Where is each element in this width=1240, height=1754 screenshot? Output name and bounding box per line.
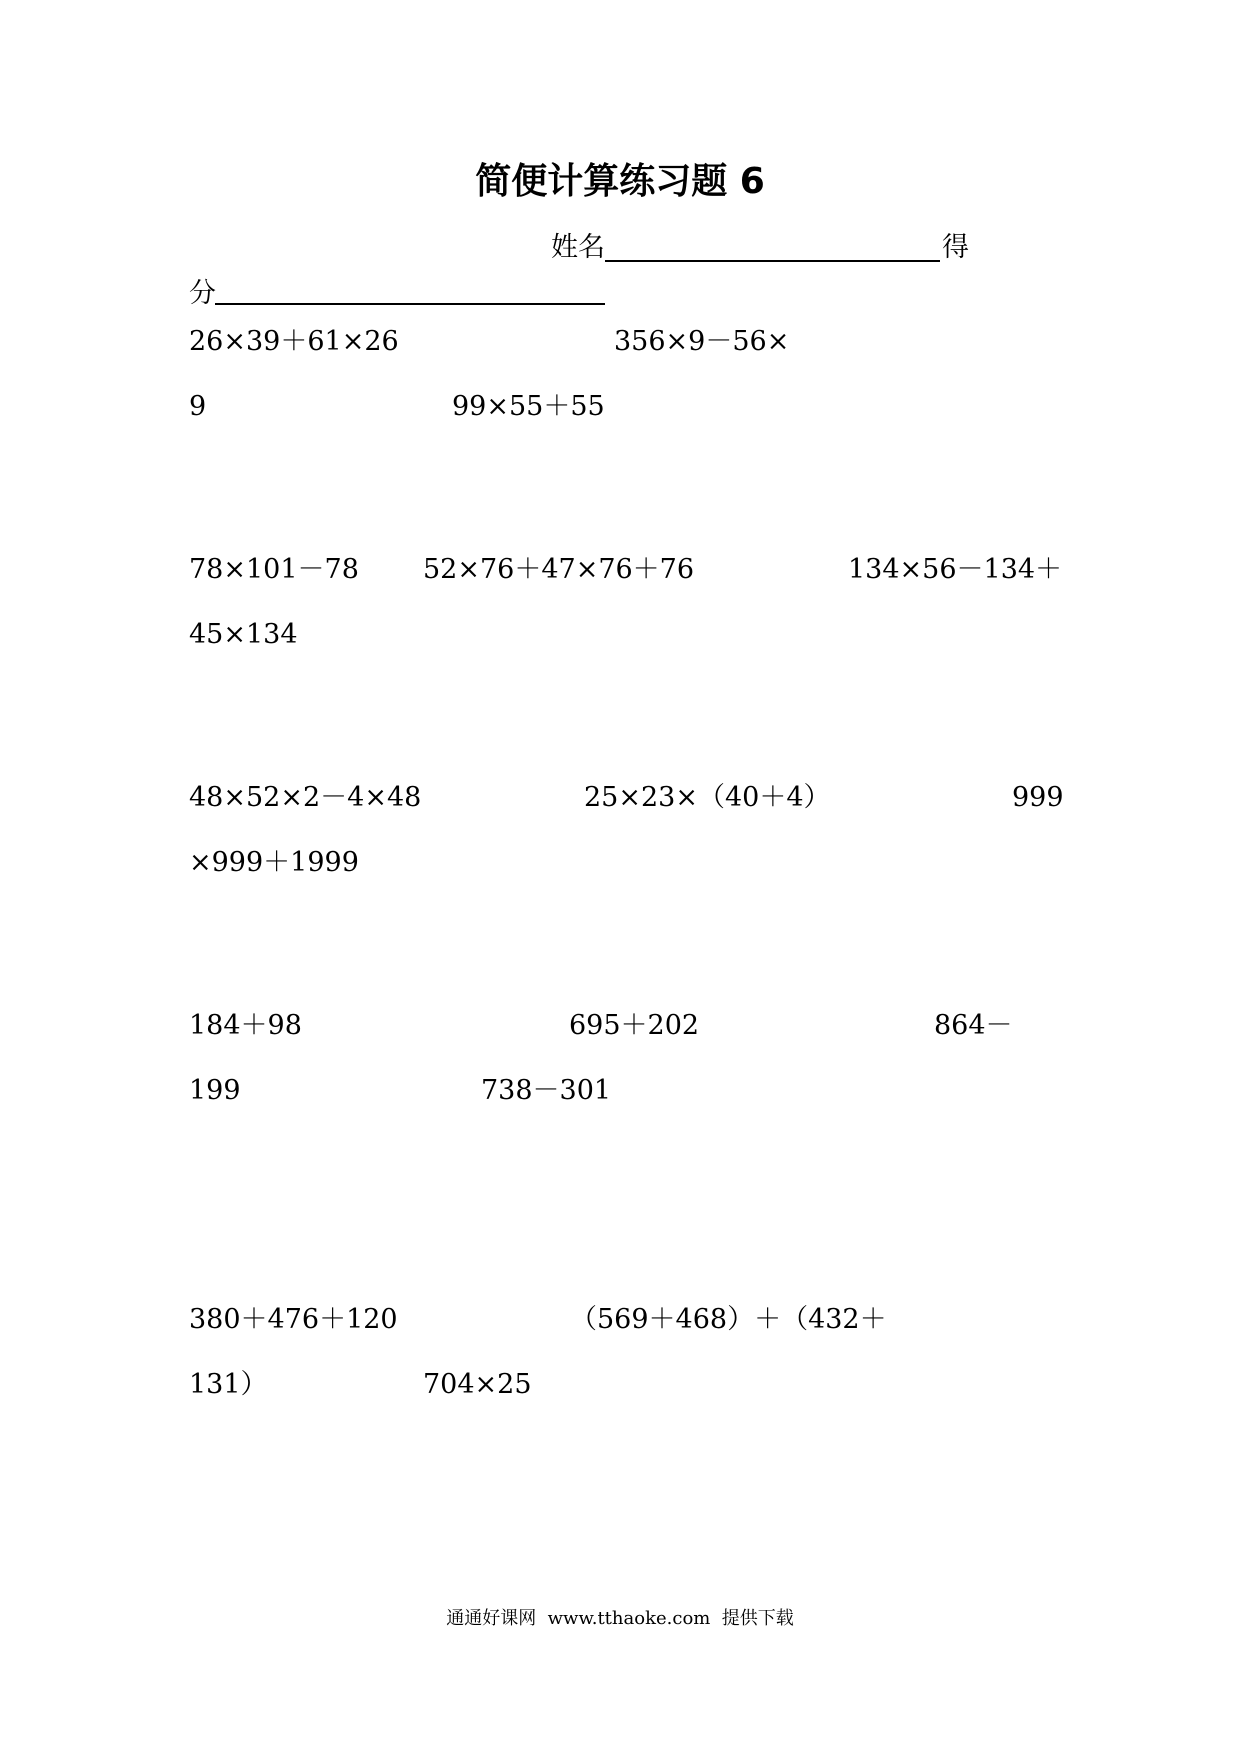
problem-11: 695＋202 <box>569 1010 700 1041</box>
score-label-part1: 得 <box>942 232 969 263</box>
problem-2-part2: 9 <box>189 391 207 422</box>
footer-text: 通通好课网 www.tthaoke.com 提供下载 <box>446 1608 794 1629</box>
problem-13: 738－301 <box>481 1075 612 1106</box>
problem-15-part2: 131） <box>189 1369 268 1400</box>
problem-10: 184＋98 <box>189 1010 302 1041</box>
problem-9-part1: 999 <box>1012 782 1064 813</box>
problem-15-part1: （569＋468）＋（432＋ <box>570 1304 887 1335</box>
problem-7: 48×52×2－4×48 <box>189 782 422 813</box>
name-blank-line[interactable] <box>605 260 940 262</box>
problem-2-part1: 356×9－56× <box>614 326 790 357</box>
name-label: 姓名 <box>551 232 605 263</box>
score-blank-line[interactable] <box>215 303 605 305</box>
problem-12-part2: 199 <box>189 1075 241 1106</box>
problem-6-part2: 45×134 <box>189 619 298 650</box>
problem-6-part1: 134×56－134＋ <box>848 554 1063 585</box>
page-title: 简便计算练习题 6 <box>475 161 765 202</box>
problem-14: 380＋476＋120 <box>189 1304 398 1335</box>
problem-5: 52×76＋47×76＋76 <box>423 554 695 585</box>
problem-9-part2: ×999＋1999 <box>189 847 359 878</box>
problem-8: 25×23×（40＋4） <box>584 782 831 813</box>
score-label-part2: 分 <box>189 278 216 309</box>
problem-12-part1: 864－ <box>934 1010 1013 1041</box>
problem-3: 99×55＋55 <box>452 391 605 422</box>
problem-4: 78×101－78 <box>189 554 359 585</box>
problem-16: 704×25 <box>423 1369 532 1400</box>
problem-1: 26×39＋61×26 <box>189 326 399 357</box>
